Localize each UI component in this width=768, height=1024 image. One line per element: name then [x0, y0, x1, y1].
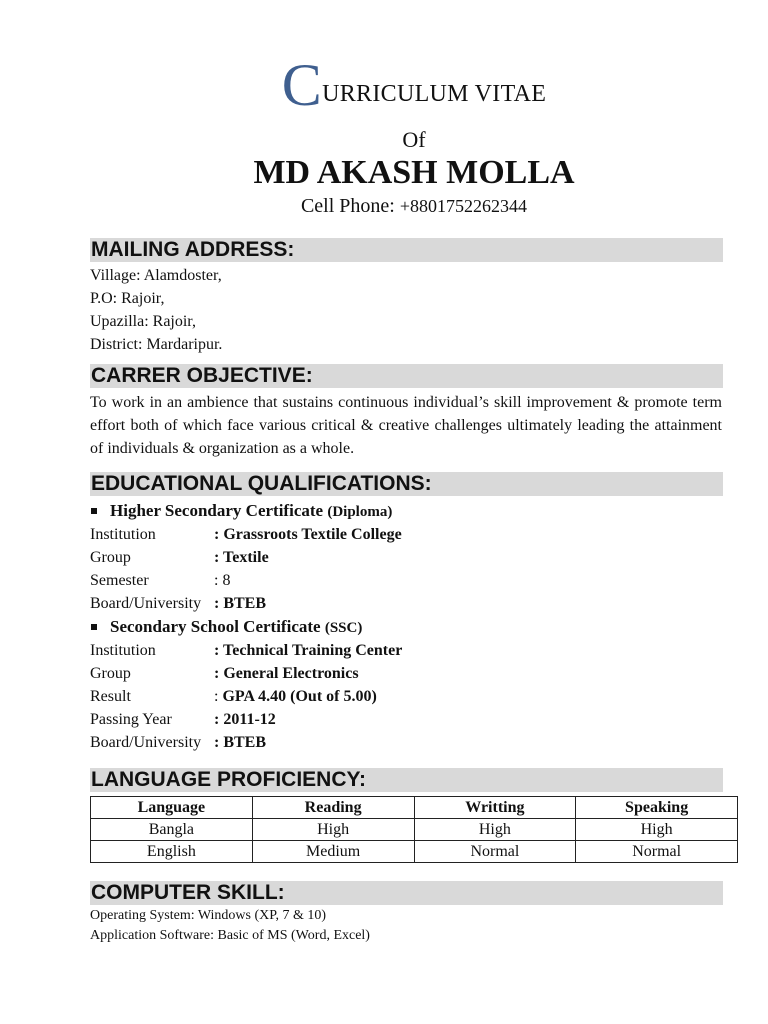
cell-phone [90, 195, 738, 218]
computer-skill-line: Operating System: Windows (XP, 7 & 10) [90, 908, 327, 923]
language-table [90, 796, 738, 863]
table-cell: Bangla [91, 819, 253, 841]
mailing-address-heading: MAILING ADDRESS: [90, 238, 723, 262]
ssc-row: Passing Year : 2011-12 [90, 711, 276, 728]
hsc-title: Higher Secondary Certificate (Diploma) [90, 501, 392, 521]
language-heading: LANGUAGE PROFICIENCY: [90, 768, 723, 792]
phone-number: +8801752262344 [399, 196, 528, 216]
career-objective-text: To work in an ambience that sustains continuous individual’s skill improvement & promote term effort both of which face various critical & creative challenges ultimately leading the attainment of individuals & organization as a whole. [90, 394, 722, 457]
table-cell: Normal [576, 841, 738, 863]
table-row [91, 841, 738, 863]
column-header: Speaking [576, 797, 738, 819]
bullet-icon [91, 624, 97, 630]
career-objective-heading: CARRER OBJECTIVE: [90, 364, 723, 388]
bullet-icon [91, 508, 97, 514]
ssc-row: Board/University : BTEB [90, 734, 267, 751]
computer-skill-heading: COMPUTER SKILL: [90, 881, 723, 905]
phone-label: Cell Phone: [300, 195, 395, 217]
ssc-row: Result : GPA 4.40 (Out of 5.00) [90, 688, 377, 705]
table-cell: Normal [414, 841, 576, 863]
column-header: Reading [252, 797, 414, 819]
computer-skill-line: Application Software: Basic of MS (Word, Excel) [90, 928, 370, 943]
table-cell: High [252, 819, 414, 841]
address-line: Upazilla: Rajoir, [90, 313, 196, 330]
title-initial: C [281, 52, 323, 118]
table-row [91, 819, 738, 841]
column-header: Writting [414, 797, 576, 819]
table-cell: English [91, 841, 253, 863]
title-rest: URRICULUM VITAE [322, 81, 547, 107]
hsc-row: Board/University : BTEB [90, 595, 267, 612]
table-cell: Medium [252, 841, 414, 863]
ssc-row: Institution : Technical Training Center [90, 642, 403, 659]
hsc-row: Institution : Grassroots Textile College [90, 526, 402, 543]
address-line: Village: Alamdoster, [90, 267, 222, 284]
document-title [90, 52, 738, 118]
address-line: P.O: Rajoir, [90, 290, 165, 307]
ssc-title: Secondary School Certificate (SSC) [90, 617, 362, 637]
table-header-row [91, 797, 738, 819]
table-cell: High [414, 819, 576, 841]
column-header: Language [91, 797, 253, 819]
ssc-row: Group : General Electronics [90, 665, 359, 682]
education-heading: EDUCATIONAL QUALIFICATIONS: [90, 472, 723, 496]
candidate-name: MD AKASH MOLLA [253, 154, 575, 191]
hsc-row: Group : Textile [90, 549, 269, 566]
hsc-row: Semester : 8 [90, 572, 231, 589]
address-line: District: Mardaripur. [90, 336, 223, 353]
title-of: Of [402, 127, 426, 152]
table-cell: High [576, 819, 738, 841]
